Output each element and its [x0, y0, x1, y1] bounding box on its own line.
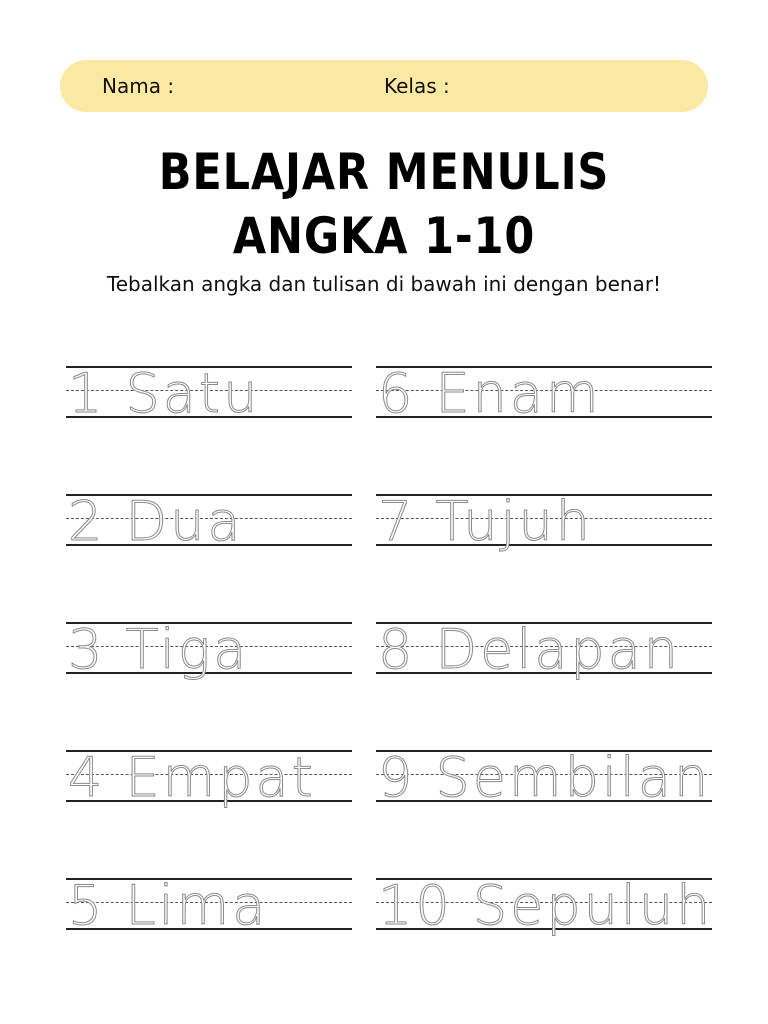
practice-item-10 [376, 874, 714, 937]
trace-text: 2 Dua [68, 490, 244, 553]
practice-item-5 [66, 874, 352, 937]
trace-text: 10 Sepuluh [378, 874, 714, 937]
instruction-text: Tebalkan angka dan tulisan di bawah ini dengan benar! [106, 272, 662, 296]
trace-text: 8 Delapan [378, 618, 682, 681]
class-label: Kelas : [384, 74, 450, 98]
practice-item-3 [66, 618, 352, 681]
practice-item-7 [376, 490, 712, 553]
trace-text: 3 Tiga [68, 618, 250, 681]
practice-item-4 [66, 746, 352, 809]
worksheet-title-line-2: ANGKA 1-10 [232, 207, 536, 265]
worksheet-title-line-1: BELAJAR MENULIS [158, 143, 610, 201]
practice-item-9 [376, 746, 712, 809]
name-label: Nama : [102, 74, 175, 98]
practice-item-1 [66, 362, 352, 425]
practice-item-8 [376, 618, 712, 681]
student-info-bar [60, 60, 708, 112]
practice-item-6 [376, 362, 712, 425]
trace-text: 6 Enam [378, 362, 602, 425]
practice-item-2 [66, 490, 352, 553]
trace-text: 1 Satu [68, 362, 261, 425]
trace-text: 9 Sembilan [378, 746, 712, 809]
trace-text: 4 Empat [68, 746, 316, 809]
trace-text: 5 Lima [68, 874, 269, 937]
trace-text: 7 Tujuh [378, 490, 593, 553]
